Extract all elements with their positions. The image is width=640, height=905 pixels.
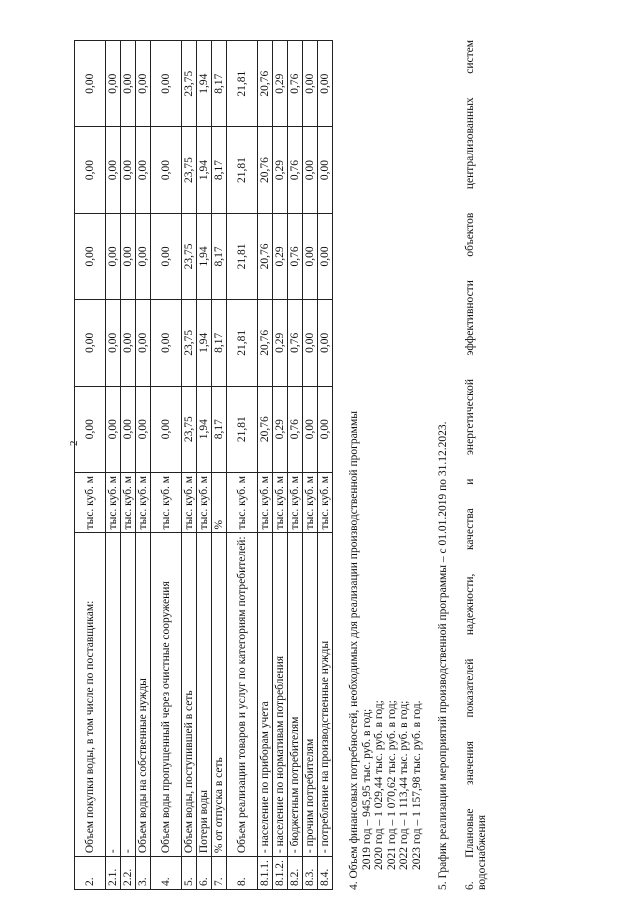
indicator-name-cell: - прочим потребителям	[303, 533, 318, 857]
table-row	[121, 41, 136, 890]
value-cell: 8,17	[212, 41, 227, 127]
value-cell: 0,76	[288, 300, 303, 386]
value-cell: 0,00	[151, 386, 182, 472]
value-cell: 0,00	[75, 41, 106, 127]
unit-cell: тыс. куб. м	[258, 472, 273, 533]
value-cell: 0,00	[136, 213, 151, 299]
page-number: 2	[68, 440, 80, 446]
value-cell: 20,76	[258, 386, 273, 472]
row-number-cell: 8.	[227, 857, 258, 890]
indicator-name-cell: - потребление на производственные нужды	[318, 533, 333, 857]
section-4-year-2020: 2020 год – 1 029,44 тыс. руб. в год;	[373, 700, 385, 870]
indicator-name-cell: Объем воды пропущенный через очистные сооружения	[151, 533, 182, 857]
value-cell: 0,76	[288, 41, 303, 127]
indicator-name-cell: -	[121, 533, 136, 857]
value-cell: 20,76	[258, 41, 273, 127]
table-row	[182, 41, 197, 890]
unit-cell: тыс. куб. м	[288, 472, 303, 533]
row-number-cell: 2.1.	[106, 857, 121, 890]
value-cell: 0,00	[318, 127, 333, 213]
value-cell: 0,29	[273, 213, 288, 299]
value-cell: 0,00	[303, 386, 318, 472]
value-cell: 8,17	[212, 386, 227, 472]
value-cell: 23,75	[182, 127, 197, 213]
section-4-year-2019: 2019 год – 945,95 тыс. руб. в год;	[360, 708, 373, 870]
value-cell: 0,29	[273, 127, 288, 213]
value-cell: 0,00	[75, 300, 106, 386]
value-cell: 1,94	[197, 127, 212, 213]
value-cell: 0,00	[318, 213, 333, 299]
value-cell: 21,81	[227, 386, 258, 472]
table-row	[151, 41, 182, 890]
unit-cell: тыс. куб. м	[273, 472, 288, 533]
value-cell: 0,00	[75, 213, 106, 299]
unit-cell: тыс. куб. м	[136, 472, 151, 533]
rotated-page-content	[74, 40, 524, 890]
value-cell: 0,00	[136, 300, 151, 386]
table-row	[136, 41, 151, 890]
production-indicators-table	[74, 40, 333, 890]
section-4-year-2023: 2023 год – 1 157,98 тыс. руб. в год.	[410, 700, 423, 870]
value-cell: 0,00	[121, 127, 136, 213]
table-row	[75, 41, 106, 890]
value-cell: 20,76	[258, 213, 273, 299]
value-cell: 21,81	[227, 127, 258, 213]
unit-cell: тыс. куб. м	[197, 472, 212, 533]
value-cell: 0,00	[106, 300, 121, 386]
value-cell: 8,17	[212, 213, 227, 299]
value-cell: 0,76	[288, 386, 303, 472]
value-cell: 0,00	[318, 300, 333, 386]
value-cell: 0,00	[106, 127, 121, 213]
value-cell: 0,29	[273, 386, 288, 472]
table-row	[258, 41, 273, 890]
value-cell: 0,00	[303, 127, 318, 213]
value-cell: 0,29	[273, 300, 288, 386]
value-cell: 1,94	[197, 213, 212, 299]
table-row	[197, 41, 212, 890]
table-row	[273, 41, 288, 890]
section-5-text: 5. График реализации мероприятий производственной программы – с 01.01.2019 по 31.12.2023.	[437, 421, 449, 890]
value-cell: 0,00	[151, 213, 182, 299]
value-cell: 23,75	[182, 41, 197, 127]
table-row	[303, 41, 318, 890]
row-number-cell: 8.3.	[303, 857, 318, 890]
value-cell: 0,00	[318, 41, 333, 127]
unit-cell: тыс. куб. м	[151, 472, 182, 533]
section-4-heading: 4. Объем финансовых потребностей, необходимых для реализации производственной программы	[348, 411, 360, 890]
section-4-year-2022: 2022 год – 1 113,44 тыс. руб. в год;	[398, 700, 410, 870]
value-cell: 0,76	[288, 127, 303, 213]
value-cell: 23,75	[182, 386, 197, 472]
value-cell: 8,17	[212, 300, 227, 386]
value-cell: 0,00	[121, 300, 136, 386]
row-number-cell: 6.	[197, 857, 212, 890]
value-cell: 21,81	[227, 213, 258, 299]
row-number-cell: 8.1.2.	[273, 857, 288, 890]
value-cell: 0,00	[136, 386, 151, 472]
text-sections	[348, 40, 489, 890]
indicator-name-cell: Объем воды, поступившей в сеть	[182, 533, 197, 857]
section-6-line-2: водоснабжения	[476, 814, 488, 890]
section-6-line-1: 6. Плановые значения показателей надежности, качества и энергетической эффективности объектов централизованных систем	[463, 40, 476, 890]
indicator-name-cell: Объем воды на собственные нужды	[136, 533, 151, 857]
unit-cell: тыс. куб. м	[106, 472, 121, 533]
row-number-cell: 4.	[151, 857, 182, 890]
indicator-name-cell: Объем покупки воды, в том числе по поставщикам:	[75, 533, 106, 857]
unit-cell: тыс. куб. м	[318, 472, 333, 533]
row-number-cell: 7.	[212, 857, 227, 890]
value-cell: 0,76	[288, 213, 303, 299]
value-cell: 0,00	[151, 41, 182, 127]
value-cell: 0,00	[151, 127, 182, 213]
indicator-name-cell: % от отпуска в сеть	[212, 533, 227, 857]
value-cell: 1,94	[197, 300, 212, 386]
unit-cell: тыс. куб. м	[121, 472, 136, 533]
value-cell: 0,00	[106, 213, 121, 299]
value-cell: 21,81	[227, 300, 258, 386]
row-number-cell: 8.2.	[288, 857, 303, 890]
table-row	[318, 41, 333, 890]
unit-cell: тыс. куб. м	[75, 472, 106, 533]
value-cell: 21,81	[227, 41, 258, 127]
indicator-name-cell: - бюджетным потребителям	[288, 533, 303, 857]
value-cell: 0,00	[106, 41, 121, 127]
value-cell: 20,76	[258, 127, 273, 213]
indicator-name-cell: Объем реализации товаров и услуг по категориям потребителей:	[227, 533, 258, 857]
value-cell: 0,00	[106, 386, 121, 472]
value-cell: 0,00	[121, 213, 136, 299]
row-number-cell: 8.1.1.	[258, 857, 273, 890]
value-cell: 0,00	[303, 300, 318, 386]
value-cell: 0,00	[75, 386, 106, 472]
unit-cell: %	[212, 472, 227, 533]
row-number-cell: 2.2.	[121, 857, 136, 890]
value-cell: 20,76	[258, 300, 273, 386]
value-cell: 0,00	[75, 127, 106, 213]
value-cell: 0,00	[151, 300, 182, 386]
value-cell: 23,75	[182, 213, 197, 299]
table-row	[106, 41, 121, 890]
section-4-year-2021: 2021 год – 1 070,62 тыс. руб. в год;	[385, 700, 398, 870]
indicator-name-cell: -	[106, 533, 121, 857]
value-cell: 23,75	[182, 300, 197, 386]
value-cell: 1,94	[197, 41, 212, 127]
value-cell: 0,00	[136, 127, 151, 213]
unit-cell: тыс. куб. м	[303, 472, 318, 533]
value-cell: 0,29	[273, 41, 288, 127]
row-number-cell: 2.	[75, 857, 106, 890]
value-cell: 1,94	[197, 386, 212, 472]
indicator-name-cell: - население по приборам учета	[258, 533, 273, 857]
unit-cell: тыс. куб. м	[227, 472, 258, 533]
value-cell: 8,17	[212, 127, 227, 213]
value-cell: 0,00	[303, 213, 318, 299]
value-cell: 0,00	[303, 41, 318, 127]
row-number-cell: 5.	[182, 857, 197, 890]
value-cell: 0,00	[136, 41, 151, 127]
value-cell: 0,00	[121, 386, 136, 472]
value-cell: 0,00	[121, 41, 136, 127]
indicator-name-cell: Потери воды	[197, 533, 212, 857]
table-row	[227, 41, 258, 890]
row-number-cell: 3.	[136, 857, 151, 890]
table-row	[212, 41, 227, 890]
unit-cell: тыс. куб. м	[182, 472, 197, 533]
row-number-cell: 8.4.	[318, 857, 333, 890]
value-cell: 0,00	[318, 386, 333, 472]
table-row	[288, 41, 303, 890]
indicator-name-cell: - население по нормативам потребления	[273, 533, 288, 857]
